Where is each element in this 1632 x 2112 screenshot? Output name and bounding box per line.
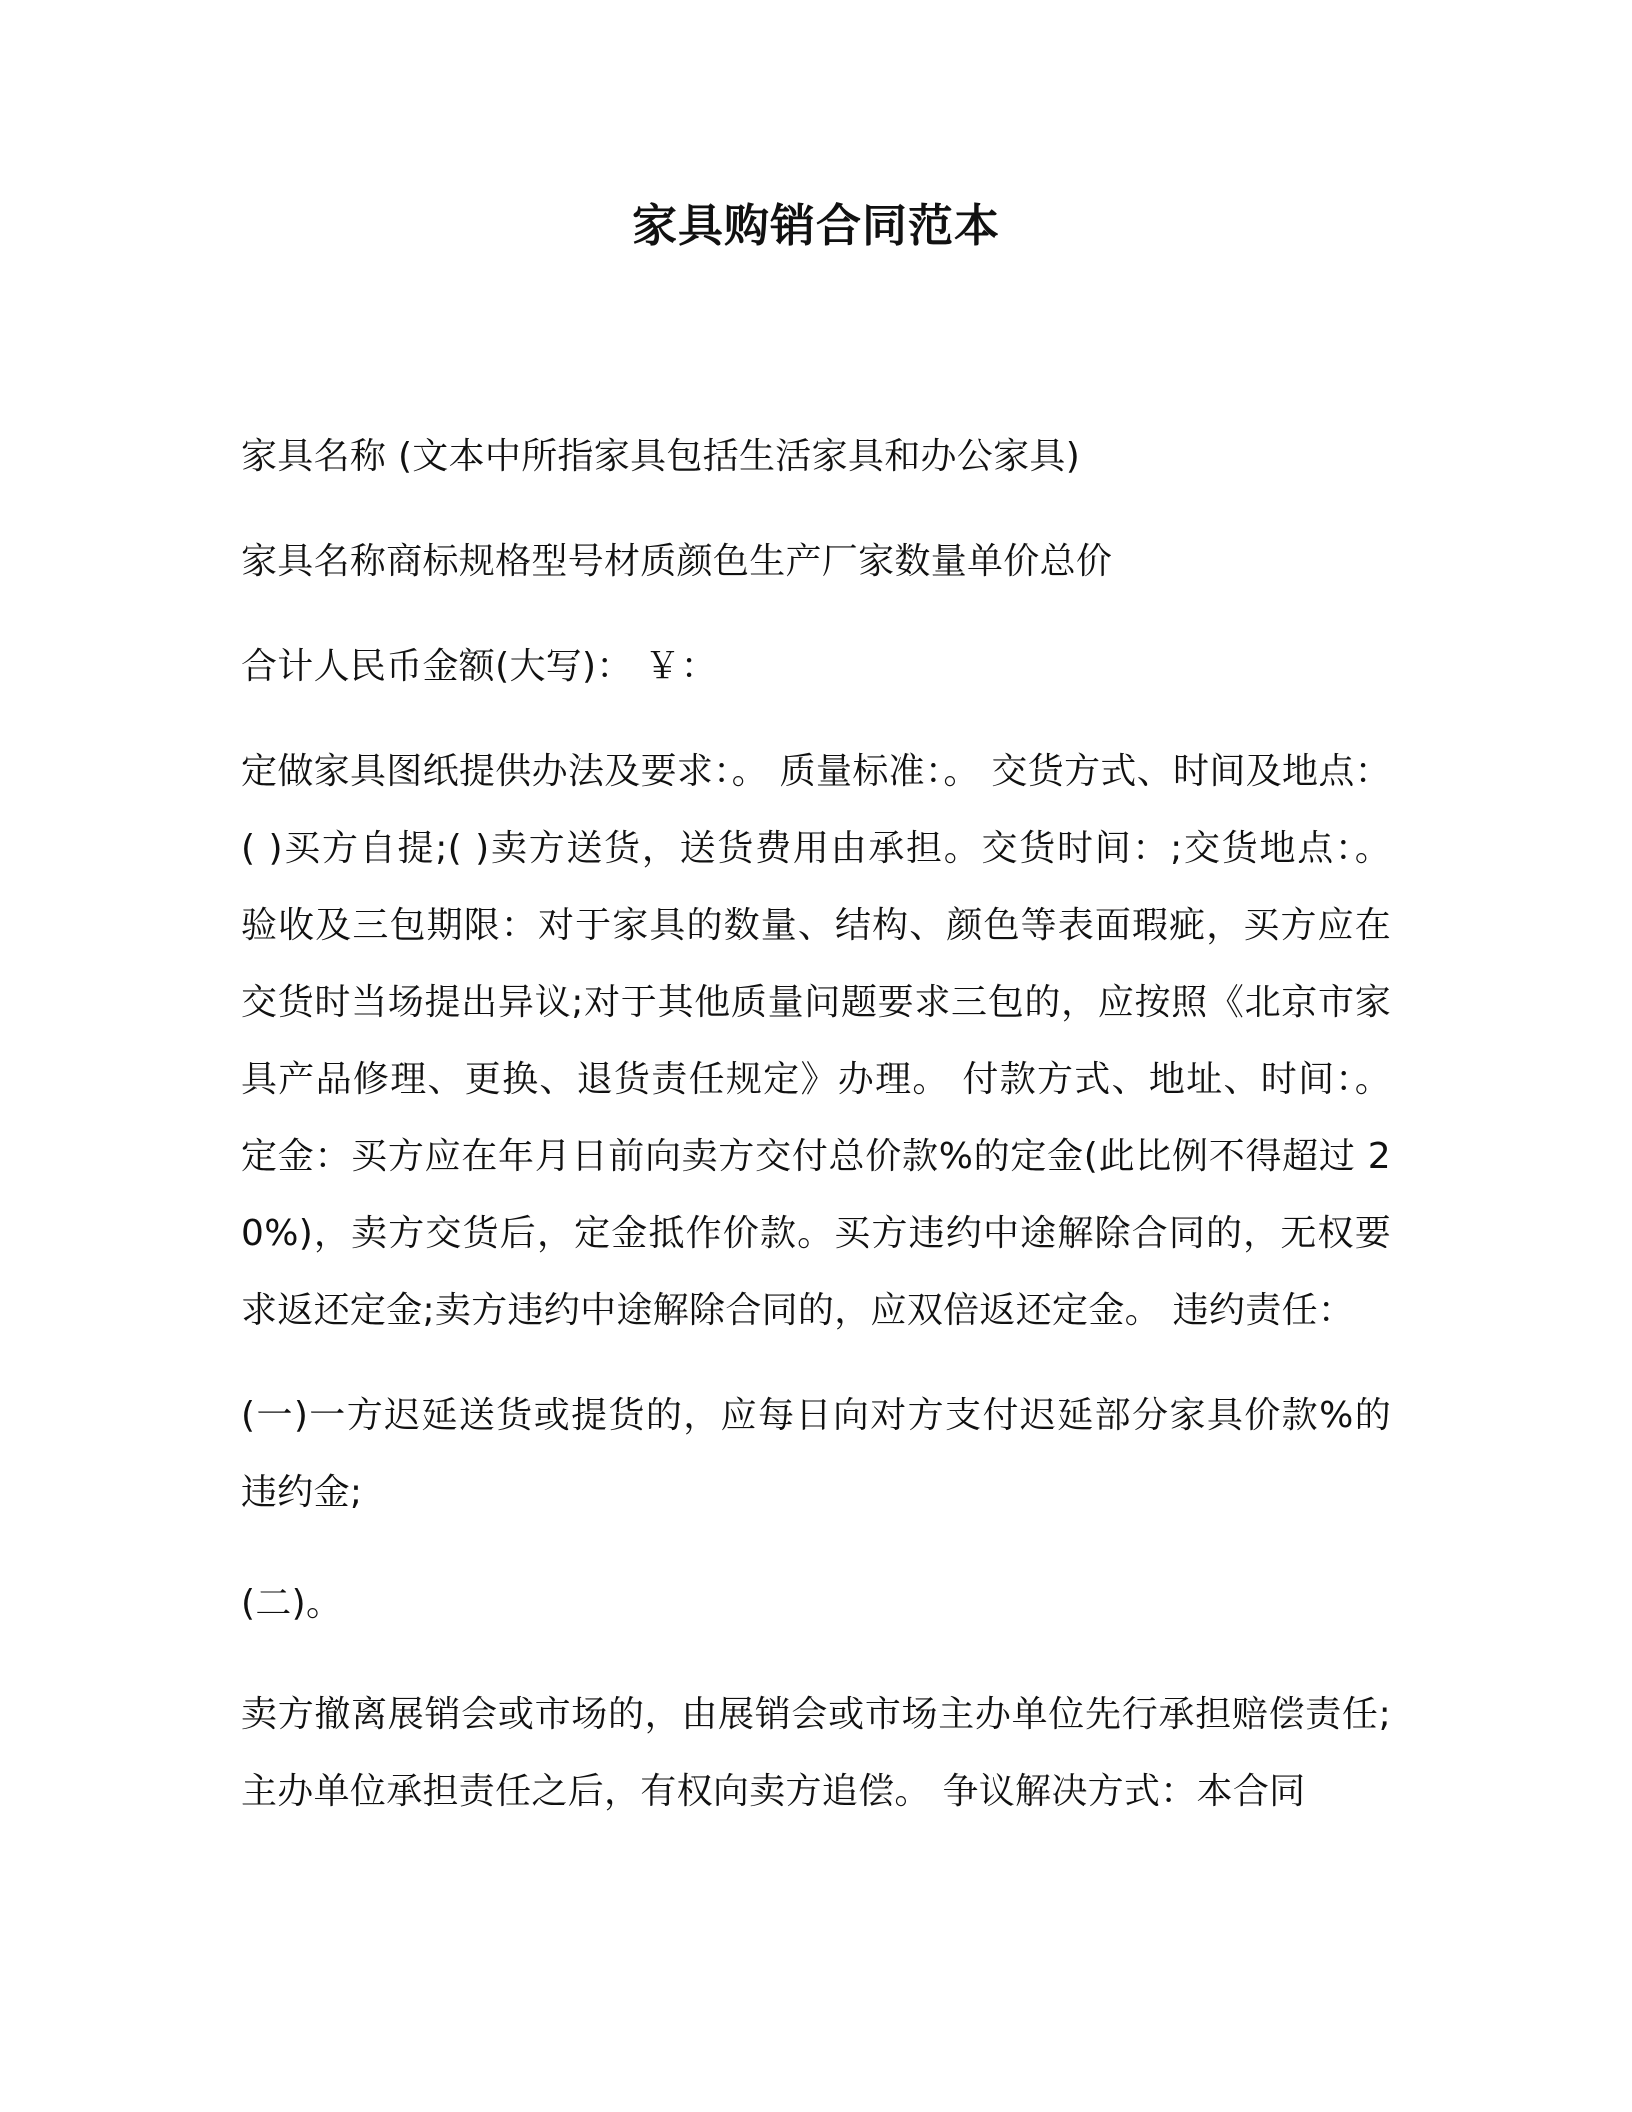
document-body (241, 418, 1391, 1830)
paragraph-seller-withdrawal: 卖方撤离展销会或市场的，由展销会或市场主办单位先行承担赔偿责任;主办单位承担责任之后，有权向卖方追偿。 争议解决方式：本合同 (241, 1694, 1391, 1812)
paragraph-terms: 定做家具图纸提供办法及要求：。 质量标准：。 交货方式、时间及地点：( )买方自提;( )卖方送货，送货费用由承担。交货时间：;交货地点：。 验收及三包期限：对于家具的数量、结构、颜色等表面瑕疵，买方应在交货时当场提出异议;对于其他质量问题要求三包的，应按照《北京市家具产品修理、更换、退货责任规定》办理。 付款方式、地址、时间：。 定金：买方应在年月日前向卖方交付总价款%的定金(此比例不得超过 20%)，卖方交货后，定金抵作价款。买方违约中途解除合同的，无权要求返还定金;卖方违约中途解除合同的，应双倍返还定金。 违约责任： (241, 751, 1391, 1331)
document-title: 家具购销合同范本 (631, 199, 1000, 252)
paragraph-furniture-name: 家具名称 (文本中所指家具包括生活家具和办公家具) (241, 436, 1081, 477)
paragraph-item-columns: 家具名称商标规格型号材质颜色生产厂家数量单价总价 (241, 541, 1113, 582)
paragraph-total-amount: 合计人民币金额(大写)： ￥： (241, 646, 718, 687)
paragraph-breach-one: (一)一方迟延送货或提货的，应每日向对方支付迟延部分家具价款%的违约金; (241, 1395, 1391, 1513)
paragraph-breach-two: (二)。 (241, 1583, 343, 1624)
